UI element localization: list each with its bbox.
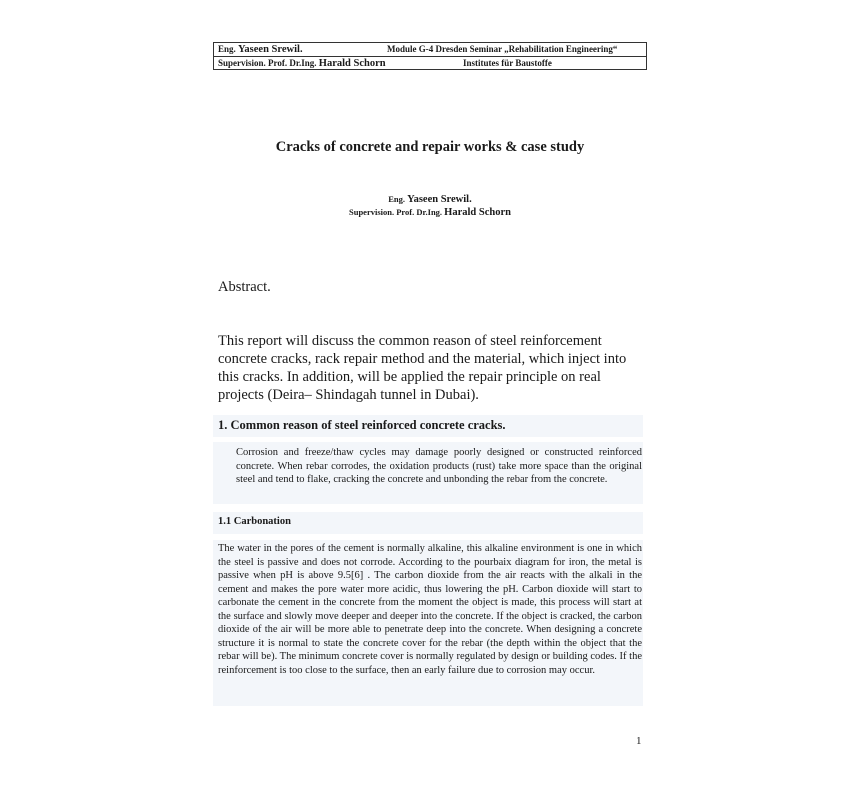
header-author-prefix: Eng. xyxy=(218,44,236,54)
page-number: 1 xyxy=(636,735,642,747)
header-author xyxy=(218,43,303,56)
header-module: Module G-4 Dresden Seminar „Rehabilitation Engineering“ xyxy=(387,44,618,54)
section-1-text: Corrosion and freeze/thaw cycles may damage poorly designed or constructed reinforced concrete. When rebar corrodes, the oxidation products (rust) take more space than the original steel and tend to flake, cracking the concrete and unbonding the rebar from the concrete. xyxy=(236,447,642,486)
header-institute: Institutes für Baustoffe xyxy=(463,58,552,68)
paper-title: Cracks of concrete and repair works & case study xyxy=(275,139,585,155)
section-1-heading: 1. Common reason of steel reinforced concrete cracks. xyxy=(218,418,506,432)
supervisor-line xyxy=(213,207,647,218)
supervisor-name: Harald Schorn xyxy=(444,207,511,218)
header-row-2 xyxy=(214,57,646,70)
header-table xyxy=(213,42,647,70)
author-prefix: Eng. xyxy=(388,194,406,204)
section-1-1-heading: 1.1 Carbonation xyxy=(218,516,291,527)
abstract-text: This report will discuss the common reason of steel reinforcement concrete cracks, rack repair method and the material, which inject into this cracks. In addition, will be applied the repair principle on real projects (Deira– Shindagah tunnel in Dubai). xyxy=(218,333,627,403)
header-supervisor-prefix: Supervision. Prof. Dr.Ing. xyxy=(218,58,317,68)
header-row-1 xyxy=(214,43,646,57)
abstract-heading: Abstract. xyxy=(218,279,271,295)
author-name: Yaseen Srewil. xyxy=(407,194,472,205)
author-line xyxy=(213,194,647,205)
header-supervisor-name: Harald Schorn xyxy=(318,58,386,69)
header-supervisor xyxy=(218,57,386,70)
section-1-1-text: The water in the pores of the cement is normally alkaline, this alkaline environment is one in which the steel is passive and does not corrode. According to the pourbaix diagram for iron, the metal is passive when pH is above 9.5[6] . The carbon dioxide from the air reacts with the alkali in the cement and makes the pore water more acidic, thus lowering the pH. Carbon dioxide will start to carbonate the cement in the concrete from the moment the object is made, this process will start at the surface and slowly move deeper and deeper into the concrete. If the object is cracked, the carbon dioxide of the air will be more able to penetrate deep into the concrete. When designing a concrete structure it is normal to state the concrete cover for the rebar (the depth within the object that the rebar will be). The minimum concrete cover is normally regulated by design or building codes. If the reinforcement is too close to the surface, then an early failure due to corrosion may occur. xyxy=(218,543,642,676)
header-author-name: Yaseen Srewil. xyxy=(238,44,303,55)
supervisor-prefix: Supervision. Prof. Dr.Ing. xyxy=(349,207,443,217)
